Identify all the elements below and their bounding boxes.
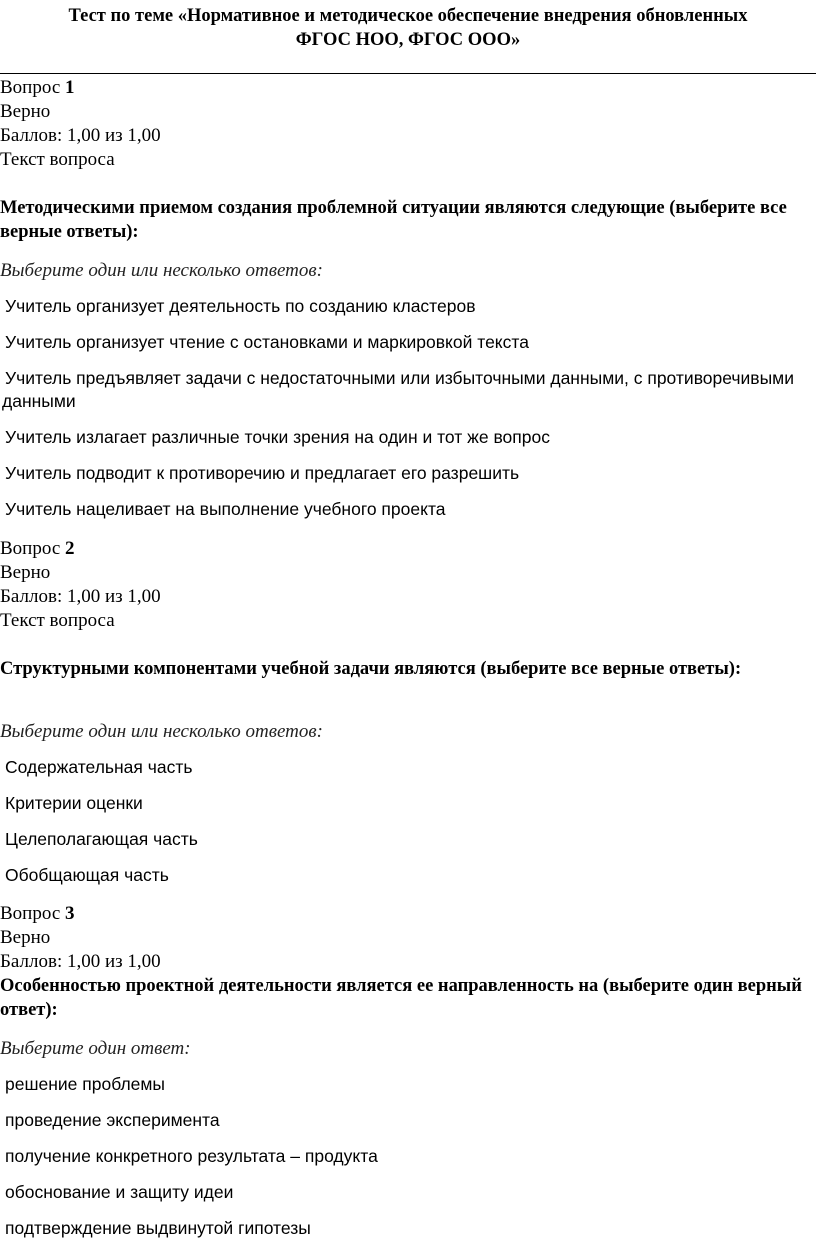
question-label: Вопрос — [0, 903, 61, 924]
answer-option-label: решение проблемы — [5, 1074, 166, 1094]
title-divider — [0, 73, 816, 74]
answer-option[interactable] — [0, 1217, 810, 1240]
answer-option[interactable] — [0, 295, 810, 318]
question-score: Баллов: 1,00 из 1,00 — [0, 951, 161, 972]
answer-option-label: Содержательная часть — [5, 757, 193, 777]
question-header — [0, 902, 75, 926]
question-text: Особенностью проектной деятельности является ее направленность на (выберите один верный ответ): — [0, 976, 802, 1020]
answer-instruction: Выберите один или несколько ответов: — [0, 260, 323, 281]
question-header — [0, 537, 75, 561]
answer-option-label: Учитель предъявляет задачи с недостаточными или избыточными данными, с противоречивыми данными — [2, 368, 794, 411]
question-text-label: Текст вопроса — [0, 610, 115, 631]
question-score: Баллов: 1,00 из 1,00 — [0, 125, 161, 146]
answer-option[interactable] — [0, 1109, 810, 1132]
answer-option[interactable] — [0, 367, 810, 413]
question-score: Баллов: 1,00 из 1,00 — [0, 586, 161, 607]
answer-option-label: получение конкретного результата – продукта — [5, 1146, 378, 1166]
answer-option[interactable] — [0, 1145, 810, 1168]
question-number: 3 — [65, 903, 75, 924]
question-status: Верно — [0, 101, 51, 122]
answer-option[interactable] — [0, 864, 810, 887]
question-status: Верно — [0, 562, 51, 583]
answer-option[interactable] — [0, 828, 810, 851]
question-header — [0, 76, 75, 100]
answer-option-label: Критерии оценки — [5, 793, 143, 813]
answer-option-label: проведение эксперимента — [5, 1110, 220, 1130]
answer-option[interactable] — [0, 462, 810, 485]
answer-instruction: Выберите один или несколько ответов: — [0, 721, 323, 742]
answer-option[interactable] — [0, 1073, 810, 1096]
answer-instruction: Выберите один ответ: — [0, 1038, 191, 1059]
answer-option-label: Учитель организует чтение с остановками и маркировкой текста — [5, 332, 529, 352]
answer-option[interactable] — [0, 1181, 810, 1204]
question-status: Верно — [0, 927, 51, 948]
answer-option[interactable] — [0, 756, 810, 779]
answer-option[interactable] — [0, 792, 810, 815]
answer-option[interactable] — [0, 498, 810, 521]
answer-option[interactable] — [0, 426, 810, 449]
question-label: Вопрос — [0, 538, 61, 559]
document-title — [0, 4, 816, 52]
answer-option-label: Целеполагающая часть — [5, 829, 198, 849]
answer-option-label: Учитель излагает различные точки зрения на один и тот же вопрос — [5, 427, 550, 447]
title-line-2: ФГОС НОО, ФГОС ООО» — [295, 30, 521, 50]
question-number: 2 — [65, 538, 75, 559]
question-text-label: Текст вопроса — [0, 149, 115, 170]
answer-option[interactable] — [0, 331, 810, 354]
title-line-1: Тест по теме «Нормативное и методическое обеспечение внедрения обновленных — [68, 6, 748, 26]
question-label: Вопрос — [0, 77, 61, 98]
answer-option-label: Учитель организует деятельность по созданию кластеров — [5, 296, 476, 316]
question-text: Методическими приемом создания проблемной ситуации являются следующие (выберите все верные ответы): — [0, 198, 787, 242]
question-text: Структурными компонентами учебной задачи являются (выберите все верные ответы): — [0, 659, 742, 679]
answer-option-label: Обобщающая часть — [5, 865, 169, 885]
answer-option-label: подтверждение выдвинутой гипотезы — [5, 1218, 311, 1238]
question-number: 1 — [65, 77, 75, 98]
answer-option-label: Учитель нацеливает на выполнение учебного проекта — [5, 499, 446, 519]
answer-option-label: обоснование и защиту идеи — [5, 1182, 234, 1202]
answer-option-label: Учитель подводит к противоречию и предлагает его разрешить — [5, 463, 520, 483]
